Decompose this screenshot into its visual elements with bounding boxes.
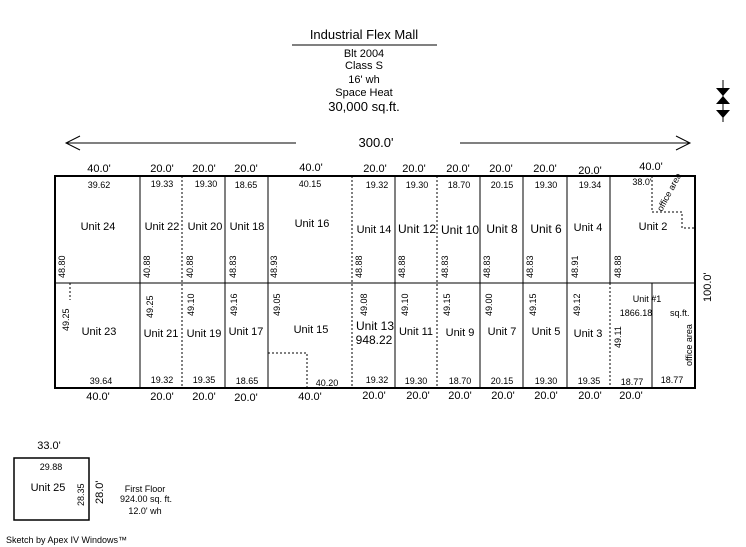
bottom-dim: 20.0' [406, 390, 430, 402]
upper-depth: 48.83 [440, 255, 450, 278]
bottom-dim: 20.0' [448, 390, 472, 402]
upper-width: 19.30 [405, 180, 429, 190]
top-dim: 40.0' [87, 163, 111, 175]
top-dim: 20.0' [234, 163, 258, 175]
upper-width: 38.0' [632, 177, 652, 187]
top-dim: 20.0' [446, 163, 470, 175]
lower-width: 19.30 [404, 376, 428, 386]
annex-area: 924.00 sq. ft. [119, 494, 173, 504]
lower-width: 20.15 [490, 376, 514, 386]
lower-width: 19.32 [365, 375, 389, 385]
upper-depth: 40.88 [185, 255, 195, 278]
unit-label: Unit 24 [80, 221, 116, 233]
plan-title: Industrial Flex Mall [309, 27, 419, 42]
upper-depth: 48.91 [570, 255, 580, 278]
lower-depth: 49.25 [145, 295, 155, 318]
lower-depth: 49.10 [400, 293, 410, 316]
upper-width: 40.15 [298, 179, 322, 189]
upper-depth: 40.88 [142, 255, 152, 278]
upper-depth: 48.80 [57, 255, 67, 278]
lower-depth: 49.00 [484, 293, 494, 316]
lower-width: 19.30 [534, 376, 558, 386]
upper-depth: 48.88 [397, 255, 407, 278]
bottom-dim: 20.0' [150, 391, 174, 403]
upper-depth: 48.88 [613, 255, 623, 278]
lower-width: 19.35 [577, 376, 601, 386]
unit-label: Unit 11 [398, 326, 434, 338]
overall-depth-label: 100.0' [702, 272, 714, 302]
heat-type: Space Heat [335, 87, 393, 99]
top-dim: 20.0' [402, 163, 426, 175]
annex-unit-label: Unit 25 [30, 482, 66, 494]
building-class: Class S [345, 60, 383, 72]
bottom-dim: 20.0' [491, 390, 515, 402]
unit-label: Unit 21 [143, 328, 179, 340]
lower-width: 19.35 [192, 375, 216, 385]
top-dim: 20.0' [489, 163, 513, 175]
lower-depth: 49.16 [229, 293, 239, 316]
bottom-dim: 20.0' [619, 390, 643, 402]
lower-width: 18.77 [620, 377, 644, 387]
upper-depth: 48.83 [482, 255, 492, 278]
unit-label: Unit 14 [356, 224, 392, 236]
annex-inner-width: 29.88 [39, 462, 63, 472]
unit-1-label: Unit #1 [632, 294, 662, 304]
lower-depth: 49.15 [528, 293, 538, 316]
bottom-dim: 20.0' [362, 390, 386, 402]
lower-depth: 49.05 [272, 293, 282, 316]
unit-label: Unit 17 [228, 326, 264, 338]
upper-width: 20.15 [490, 180, 514, 190]
top-dim: 20.0' [363, 163, 387, 175]
unit-label: Unit 3 [573, 328, 603, 340]
office-area-label-lower: office area [684, 324, 694, 366]
lower-width: 39.64 [89, 376, 113, 386]
overall-width-label: 300.0' [358, 135, 394, 150]
upper-width: 18.65 [234, 180, 258, 190]
dotted-partitions [70, 176, 695, 388]
unit-label: Unit 19 [186, 328, 222, 340]
lower-width: 40.20 [315, 378, 339, 388]
unit-label: Unit 20 [187, 221, 223, 233]
lower-width: 19.32 [150, 375, 174, 385]
unit-label: Unit 4 [573, 222, 603, 234]
annex-width-label: 33.0' [37, 440, 61, 452]
office-area-label-upper: office area [654, 171, 684, 213]
top-dim: 20.0' [150, 163, 174, 175]
top-dim: 20.0' [578, 165, 602, 177]
upper-width: 18.70 [447, 180, 471, 190]
unit-label: Unit 16 [294, 218, 330, 230]
unit-1-area-unit: sq.ft. [670, 308, 690, 318]
unit-label: Unit 6 [530, 222, 562, 236]
lower-depth: 49.25 [61, 308, 71, 331]
unit-label: Unit 9 [445, 327, 475, 339]
bottom-dim: 20.0' [534, 390, 558, 402]
unit-label: Unit 8 [486, 222, 518, 236]
lower-width: 18.65 [235, 376, 259, 386]
upper-width: 19.30 [534, 180, 558, 190]
upper-depth: 48.83 [525, 255, 535, 278]
bottom-dim: 40.0' [298, 391, 322, 403]
wall-height: 16' wh [348, 74, 380, 86]
sketch-credit: Sketch by Apex IV Windows™ [6, 535, 128, 545]
bottom-dim: 20.0' [234, 392, 258, 404]
annex-floor-label: First Floor [124, 484, 166, 494]
upper-depth: 48.83 [228, 255, 238, 278]
lower-depth: 49.12 [572, 293, 582, 316]
unit-1-area: 1866.18 [619, 308, 653, 318]
upper-width: 19.32 [365, 180, 389, 190]
unit-label: Unit 2 [638, 221, 668, 233]
unit-label: Unit 13 [355, 319, 395, 333]
top-dim: 40.0' [639, 161, 663, 173]
upper-width: 19.30 [194, 179, 218, 189]
top-dim: 20.0' [192, 163, 216, 175]
bottom-dim: 20.0' [192, 391, 216, 403]
annex-wall-height: 12.0' wh [128, 506, 162, 516]
upper-depth: 48.88 [354, 255, 364, 278]
lower-width: 18.70 [448, 376, 472, 386]
unit-label: Unit 5 [531, 326, 561, 338]
unit-label: Unit 18 [229, 221, 265, 233]
lower-width: 18.77 [660, 375, 684, 385]
annex-depth-label: 28.0' [94, 480, 106, 504]
annex-inner-depth: 28.35 [76, 483, 86, 506]
lower-depth: 49.11 [613, 326, 623, 348]
top-dim: 20.0' [533, 163, 557, 175]
north-arrow-icon [716, 80, 730, 122]
total-area: 30,000 sq.ft. [328, 99, 400, 114]
building-outline [55, 176, 695, 388]
unit-label: Unit 22 [144, 221, 180, 233]
upper-width: 19.34 [578, 180, 602, 190]
top-dim: 40.0' [299, 162, 323, 174]
lower-depth: 49.10 [186, 293, 196, 316]
lower-depth: 49.15 [442, 293, 452, 316]
lower-depth: 49.08 [359, 293, 369, 316]
bottom-dim: 20.0' [578, 390, 602, 402]
unit-13-area: 948.22 [355, 333, 393, 347]
unit-label: Unit 23 [81, 326, 117, 338]
bottom-dim: 40.0' [86, 391, 110, 403]
unit-label: Unit 12 [397, 222, 437, 236]
upper-width: 39.62 [87, 180, 111, 190]
unit-label: Unit 15 [293, 324, 329, 336]
unit-label: Unit 10 [440, 223, 480, 237]
built-year: Blt 2004 [343, 48, 385, 60]
upper-width: 19.33 [150, 179, 174, 189]
partition-walls [140, 176, 652, 388]
unit-label: Unit 7 [487, 326, 517, 338]
upper-depth: 48.93 [269, 255, 279, 278]
